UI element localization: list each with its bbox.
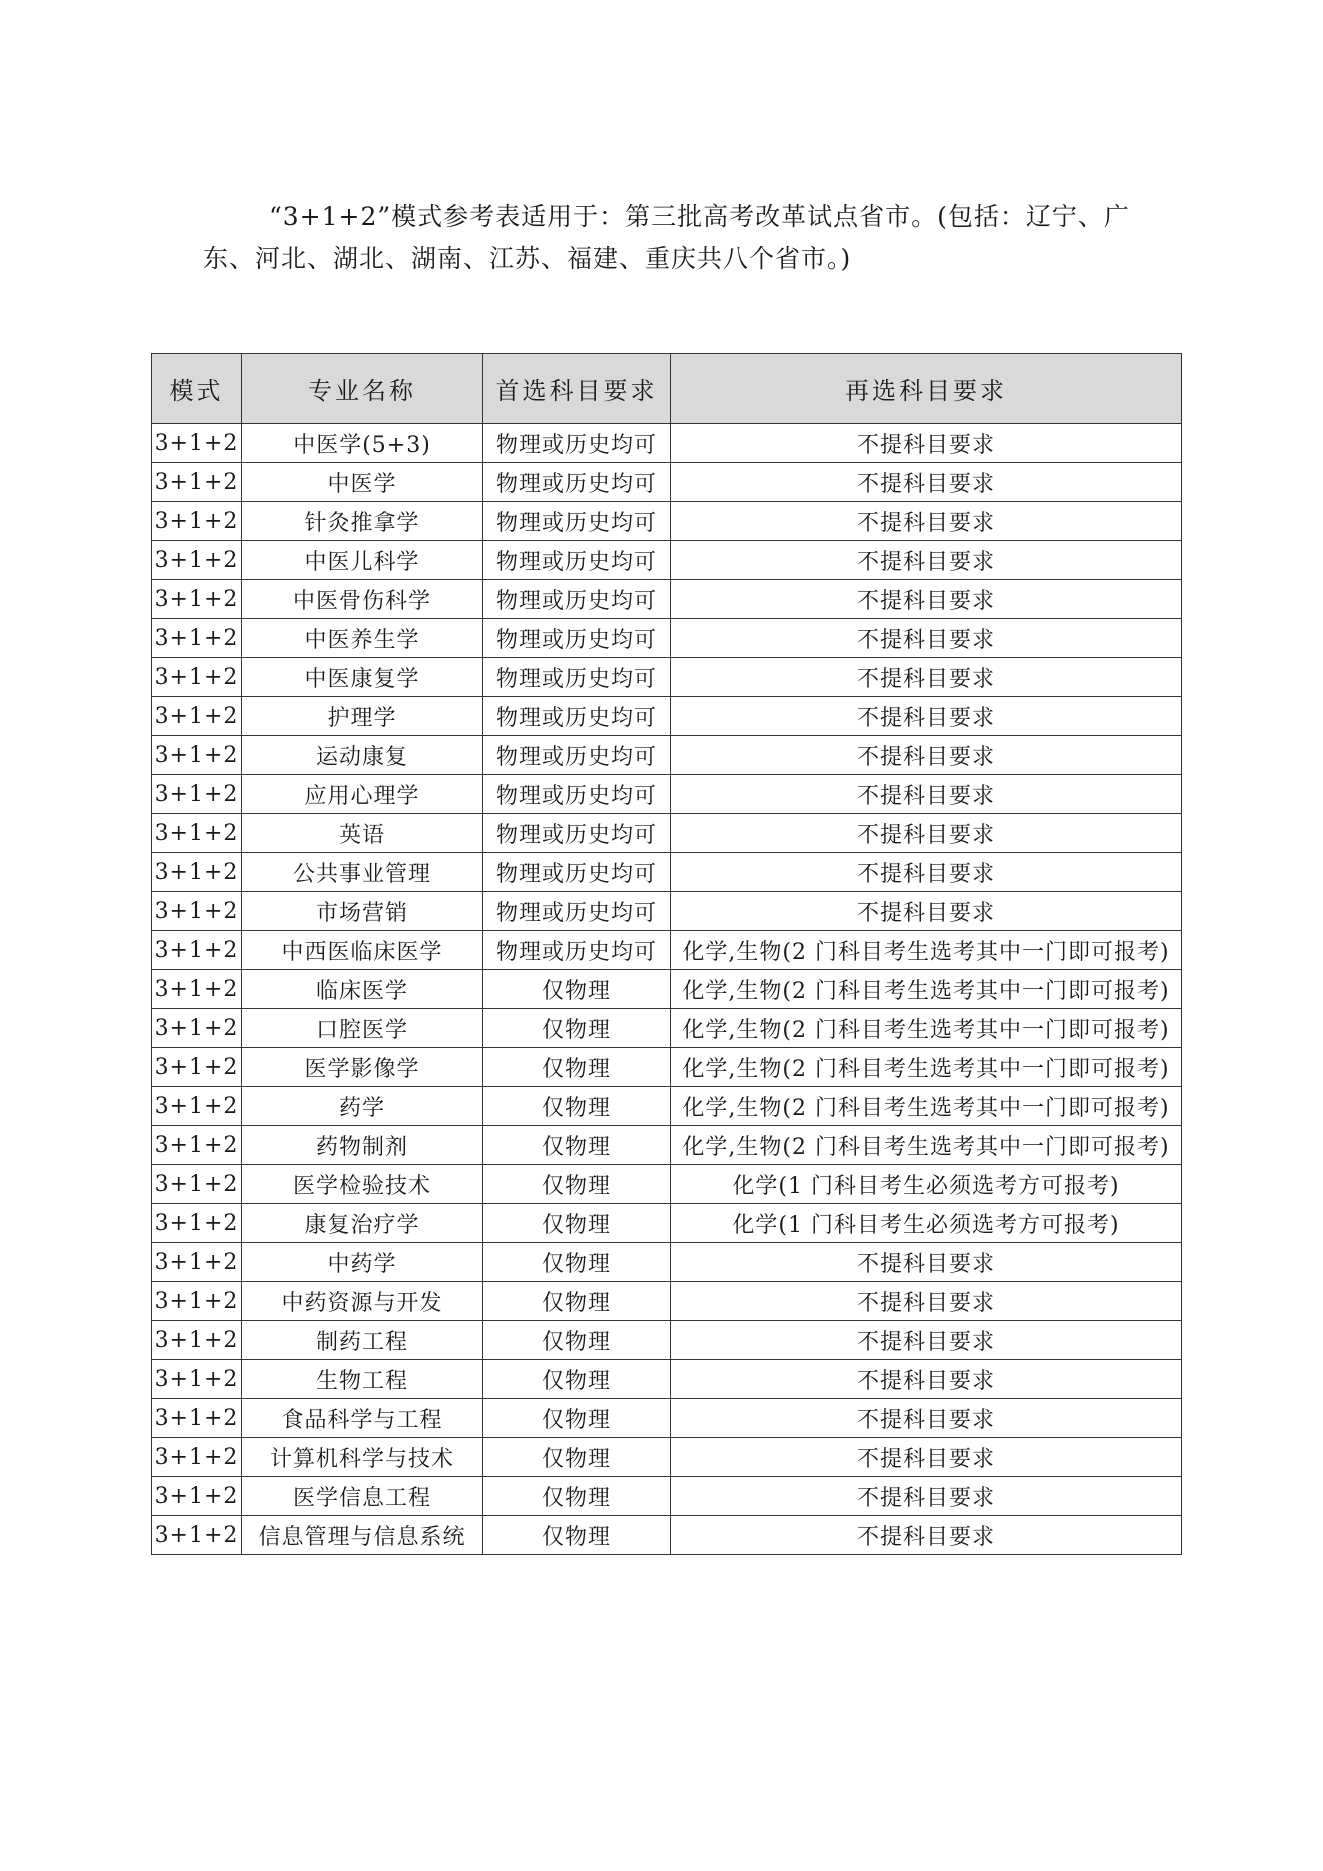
cell-first-subject: 物理或历史均可 bbox=[483, 424, 671, 463]
cell-mode: 3+1+2 bbox=[152, 424, 242, 463]
cell-second-subject: 化学(1 门科目考生必须选考方可报考) bbox=[671, 1204, 1182, 1243]
cell-major: 针灸推拿学 bbox=[242, 502, 483, 541]
cell-mode: 3+1+2 bbox=[152, 1360, 242, 1399]
cell-first-subject: 仅物理 bbox=[483, 1477, 671, 1516]
table-row bbox=[152, 1282, 1182, 1321]
table-row bbox=[152, 1048, 1182, 1087]
table-row bbox=[152, 502, 1182, 541]
cell-first-subject: 物理或历史均可 bbox=[483, 892, 671, 931]
cell-major: 英语 bbox=[242, 814, 483, 853]
cell-mode: 3+1+2 bbox=[152, 580, 242, 619]
cell-mode: 3+1+2 bbox=[152, 1204, 242, 1243]
cell-second-subject: 不提科目要求 bbox=[671, 697, 1182, 736]
header-first-subject: 首选科目要求 bbox=[483, 354, 671, 424]
table-row bbox=[152, 1204, 1182, 1243]
cell-major: 护理学 bbox=[242, 697, 483, 736]
cell-second-subject: 不提科目要求 bbox=[671, 892, 1182, 931]
table-row bbox=[152, 541, 1182, 580]
cell-major: 中医骨伤科学 bbox=[242, 580, 483, 619]
cell-first-subject: 物理或历史均可 bbox=[483, 658, 671, 697]
cell-second-subject: 不提科目要求 bbox=[671, 814, 1182, 853]
cell-mode: 3+1+2 bbox=[152, 541, 242, 580]
cell-major: 中医儿科学 bbox=[242, 541, 483, 580]
cell-mode: 3+1+2 bbox=[152, 463, 242, 502]
cell-first-subject: 物理或历史均可 bbox=[483, 697, 671, 736]
cell-second-subject: 化学,生物(2 门科目考生选考其中一门即可报考) bbox=[671, 1126, 1182, 1165]
cell-first-subject: 仅物理 bbox=[483, 1399, 671, 1438]
cell-major: 临床医学 bbox=[242, 970, 483, 1009]
cell-first-subject: 物理或历史均可 bbox=[483, 619, 671, 658]
cell-second-subject: 不提科目要求 bbox=[671, 1477, 1182, 1516]
table-row bbox=[152, 1243, 1182, 1282]
cell-second-subject: 不提科目要求 bbox=[671, 1360, 1182, 1399]
cell-major: 中医学(5+3) bbox=[242, 424, 483, 463]
cell-second-subject: 不提科目要求 bbox=[671, 1282, 1182, 1321]
table-row bbox=[152, 658, 1182, 697]
table-row bbox=[152, 1438, 1182, 1477]
cell-major: 信息管理与信息系统 bbox=[242, 1516, 483, 1555]
cell-second-subject: 不提科目要求 bbox=[671, 580, 1182, 619]
cell-major: 药物制剂 bbox=[242, 1126, 483, 1165]
cell-second-subject: 化学,生物(2 门科目考生选考其中一门即可报考) bbox=[671, 1048, 1182, 1087]
cell-major: 食品科学与工程 bbox=[242, 1399, 483, 1438]
cell-mode: 3+1+2 bbox=[152, 775, 242, 814]
table-row bbox=[152, 1399, 1182, 1438]
cell-mode: 3+1+2 bbox=[152, 970, 242, 1009]
cell-major: 中医学 bbox=[242, 463, 483, 502]
cell-first-subject: 物理或历史均可 bbox=[483, 541, 671, 580]
cell-mode: 3+1+2 bbox=[152, 1282, 242, 1321]
cell-major: 医学信息工程 bbox=[242, 1477, 483, 1516]
table-row bbox=[152, 1321, 1182, 1360]
cell-second-subject: 化学(1 门科目考生必须选考方可报考) bbox=[671, 1165, 1182, 1204]
table-row bbox=[152, 619, 1182, 658]
table-row bbox=[152, 1360, 1182, 1399]
cell-second-subject: 不提科目要求 bbox=[671, 1243, 1182, 1282]
cell-mode: 3+1+2 bbox=[152, 1165, 242, 1204]
cell-first-subject: 物理或历史均可 bbox=[483, 736, 671, 775]
cell-major: 中西医临床医学 bbox=[242, 931, 483, 970]
cell-first-subject: 仅物理 bbox=[483, 1321, 671, 1360]
cell-mode: 3+1+2 bbox=[152, 853, 242, 892]
header-second-subject: 再选科目要求 bbox=[671, 354, 1182, 424]
table-body bbox=[152, 424, 1182, 1555]
cell-mode: 3+1+2 bbox=[152, 619, 242, 658]
cell-major: 生物工程 bbox=[242, 1360, 483, 1399]
table-row bbox=[152, 814, 1182, 853]
cell-second-subject: 化学,生物(2 门科目考生选考其中一门即可报考) bbox=[671, 931, 1182, 970]
cell-second-subject: 化学,生物(2 门科目考生选考其中一门即可报考) bbox=[671, 970, 1182, 1009]
cell-mode: 3+1+2 bbox=[152, 1048, 242, 1087]
cell-second-subject: 化学,生物(2 门科目考生选考其中一门即可报考) bbox=[671, 1087, 1182, 1126]
cell-first-subject: 仅物理 bbox=[483, 1204, 671, 1243]
cell-second-subject: 不提科目要求 bbox=[671, 541, 1182, 580]
cell-major: 药学 bbox=[242, 1087, 483, 1126]
table-row bbox=[152, 580, 1182, 619]
cell-first-subject: 仅物理 bbox=[483, 1516, 671, 1555]
table-row bbox=[152, 1165, 1182, 1204]
cell-major: 中药学 bbox=[242, 1243, 483, 1282]
cell-major: 制药工程 bbox=[242, 1321, 483, 1360]
cell-second-subject: 不提科目要求 bbox=[671, 1438, 1182, 1477]
cell-first-subject: 仅物理 bbox=[483, 1282, 671, 1321]
cell-major: 中医康复学 bbox=[242, 658, 483, 697]
table-row bbox=[152, 463, 1182, 502]
cell-second-subject: 不提科目要求 bbox=[671, 619, 1182, 658]
header-row bbox=[152, 354, 1182, 424]
cell-second-subject: 不提科目要求 bbox=[671, 1321, 1182, 1360]
cell-mode: 3+1+2 bbox=[152, 658, 242, 697]
cell-mode: 3+1+2 bbox=[152, 892, 242, 931]
cell-first-subject: 仅物理 bbox=[483, 1360, 671, 1399]
cell-second-subject: 不提科目要求 bbox=[671, 502, 1182, 541]
cell-major: 运动康复 bbox=[242, 736, 483, 775]
table-row bbox=[152, 1087, 1182, 1126]
cell-major: 计算机科学与技术 bbox=[242, 1438, 483, 1477]
cell-first-subject: 仅物理 bbox=[483, 1048, 671, 1087]
table-row bbox=[152, 736, 1182, 775]
table-header bbox=[152, 354, 1182, 424]
cell-mode: 3+1+2 bbox=[152, 814, 242, 853]
cell-mode: 3+1+2 bbox=[152, 697, 242, 736]
cell-second-subject: 不提科目要求 bbox=[671, 853, 1182, 892]
cell-first-subject: 物理或历史均可 bbox=[483, 580, 671, 619]
cell-first-subject: 物理或历史均可 bbox=[483, 814, 671, 853]
cell-mode: 3+1+2 bbox=[152, 1399, 242, 1438]
cell-major: 应用心理学 bbox=[242, 775, 483, 814]
table-row bbox=[152, 1516, 1182, 1555]
cell-first-subject: 仅物理 bbox=[483, 1126, 671, 1165]
table-row bbox=[152, 1009, 1182, 1048]
cell-first-subject: 仅物理 bbox=[483, 1438, 671, 1477]
intro-paragraph: “3+1+2”模式参考表适用于：第三批高考改革试点省市。(包括：辽宁、广东、河北、湖北、湖南、江苏、福建、重庆共八个省市。) bbox=[203, 202, 1130, 273]
table-row bbox=[152, 1477, 1182, 1516]
cell-major: 中药资源与开发 bbox=[242, 1282, 483, 1321]
cell-second-subject: 不提科目要求 bbox=[671, 424, 1182, 463]
cell-major: 医学检验技术 bbox=[242, 1165, 483, 1204]
cell-mode: 3+1+2 bbox=[152, 736, 242, 775]
cell-major: 康复治疗学 bbox=[242, 1204, 483, 1243]
header-major: 专业名称 bbox=[242, 354, 483, 424]
cell-second-subject: 化学,生物(2 门科目考生选考其中一门即可报考) bbox=[671, 1009, 1182, 1048]
table-row bbox=[152, 697, 1182, 736]
header-mode: 模式 bbox=[152, 354, 242, 424]
table-row bbox=[152, 853, 1182, 892]
cell-first-subject: 物理或历史均可 bbox=[483, 775, 671, 814]
cell-first-subject: 物理或历史均可 bbox=[483, 463, 671, 502]
table-row bbox=[152, 892, 1182, 931]
cell-mode: 3+1+2 bbox=[152, 1087, 242, 1126]
cell-major: 口腔医学 bbox=[242, 1009, 483, 1048]
cell-mode: 3+1+2 bbox=[152, 931, 242, 970]
cell-first-subject: 仅物理 bbox=[483, 970, 671, 1009]
cell-second-subject: 不提科目要求 bbox=[671, 1516, 1182, 1555]
cell-mode: 3+1+2 bbox=[152, 1321, 242, 1360]
cell-mode: 3+1+2 bbox=[152, 1009, 242, 1048]
cell-mode: 3+1+2 bbox=[152, 1477, 242, 1516]
table-row bbox=[152, 424, 1182, 463]
table-row bbox=[152, 970, 1182, 1009]
cell-first-subject: 仅物理 bbox=[483, 1243, 671, 1282]
table-row bbox=[152, 931, 1182, 970]
cell-second-subject: 不提科目要求 bbox=[671, 463, 1182, 502]
cell-second-subject: 不提科目要求 bbox=[671, 775, 1182, 814]
cell-first-subject: 仅物理 bbox=[483, 1087, 671, 1126]
cell-mode: 3+1+2 bbox=[152, 1126, 242, 1165]
cell-mode: 3+1+2 bbox=[152, 1438, 242, 1477]
cell-second-subject: 不提科目要求 bbox=[671, 736, 1182, 775]
cell-major: 公共事业管理 bbox=[242, 853, 483, 892]
cell-major: 市场营销 bbox=[242, 892, 483, 931]
cell-mode: 3+1+2 bbox=[152, 1243, 242, 1282]
cell-mode: 3+1+2 bbox=[152, 502, 242, 541]
cell-first-subject: 物理或历史均可 bbox=[483, 853, 671, 892]
cell-second-subject: 不提科目要求 bbox=[671, 1399, 1182, 1438]
cell-first-subject: 物理或历史均可 bbox=[483, 931, 671, 970]
subject-requirements-table bbox=[151, 353, 1182, 1555]
cell-major: 医学影像学 bbox=[242, 1048, 483, 1087]
cell-first-subject: 仅物理 bbox=[483, 1009, 671, 1048]
cell-second-subject: 不提科目要求 bbox=[671, 658, 1182, 697]
cell-first-subject: 物理或历史均可 bbox=[483, 502, 671, 541]
cell-mode: 3+1+2 bbox=[152, 1516, 242, 1555]
cell-first-subject: 仅物理 bbox=[483, 1165, 671, 1204]
table-row bbox=[152, 1126, 1182, 1165]
cell-major: 中医养生学 bbox=[242, 619, 483, 658]
table-row bbox=[152, 775, 1182, 814]
